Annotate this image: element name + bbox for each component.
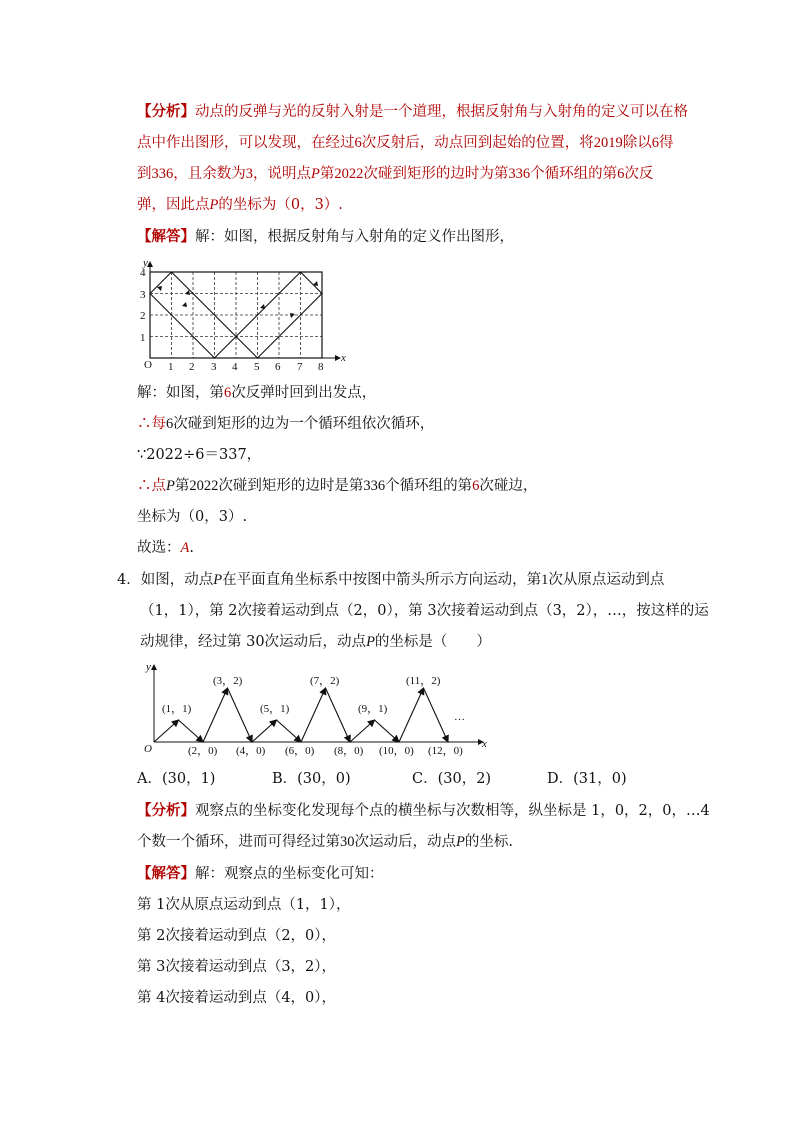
analysis-number: 6: [651, 135, 659, 151]
answer-text: 次反弹时回到出发点，: [231, 385, 377, 401]
analysis-text: 弹，因此点: [137, 197, 210, 213]
analysis-text: 点中作出图形，可以发现，在经过: [137, 135, 355, 151]
analysis-text: 个数一个循环，进而可得经过第: [137, 834, 340, 850]
ellipsis: …: [454, 711, 465, 723]
analysis-text: 次反射后，动点回到起始的位置，将: [361, 135, 594, 151]
analysis-text: 除以: [622, 135, 652, 151]
origin-label: O: [144, 743, 152, 755]
zigzag-motion-figure: [138, 660, 498, 758]
answer-line-4: [137, 445, 261, 465]
answer-line-2: [137, 383, 376, 403]
analysis-text: 次反: [624, 166, 654, 182]
answer-number: 6: [472, 478, 480, 494]
point-label-4-0: (4，0): [236, 745, 266, 757]
answer-text: 坐标为（0，3）.: [137, 509, 248, 525]
x-tick-6: 6: [275, 361, 281, 370]
analysis4-line-2: [137, 832, 513, 852]
analysis-tag: 【分析】: [137, 802, 195, 819]
x-axis-label: x: [341, 352, 346, 364]
question-text: 动规律，经过第 30次运动后，动点: [140, 634, 367, 650]
answer-choice: A: [180, 540, 190, 556]
analysis-number: 6: [617, 166, 625, 182]
reflection-grid-figure: [130, 258, 350, 370]
answer-number: 336: [363, 478, 386, 494]
analysis-text: 次运动后，动点: [354, 834, 456, 850]
y-tick-2: 2: [140, 310, 146, 322]
answer-text: 第: [174, 478, 190, 494]
answer-text: 解：如图，根据反射角与入射角的定义作出图形，: [195, 229, 514, 245]
analysis-number: 336: [151, 166, 174, 182]
analysis-line-4: [137, 195, 343, 215]
answer4-step-1: 第 1次从原点运动到点（1，1），: [137, 897, 351, 913]
analysis-number: 3: [245, 166, 253, 182]
answer-number: 6: [224, 385, 232, 401]
analysis-line-3: [137, 164, 653, 184]
x-tick-8: 8: [318, 361, 324, 370]
point-p-label: P: [209, 197, 219, 213]
analysis-text: 得: [659, 135, 674, 151]
option-d[interactable]: D．(31，0): [547, 771, 627, 787]
analysis-line-2: [137, 133, 674, 153]
point-label-5-1: (5，1): [260, 703, 290, 715]
point-label-7-2: (7，2): [310, 675, 340, 687]
grid-lines: [150, 272, 322, 358]
analysis-text: ，且余数为: [173, 166, 246, 182]
answer-line-7: [137, 538, 194, 558]
answer-text: 次碰到矩形的边时是第: [218, 478, 364, 494]
question-4-line-1: [117, 570, 664, 590]
point-label-6-0: (6，0): [285, 745, 315, 757]
point-p-label: P: [366, 634, 375, 650]
x-tick-5: 5: [254, 361, 260, 370]
question-text: （1，1），第 2次接着运动到点（2，0），第 3次接着运动到点（3，2），…，按这样的运: [140, 603, 709, 619]
point-p-label: P: [311, 166, 320, 182]
x-axis-label: x: [482, 738, 487, 750]
answer4-step-3: 第 3次接着运动到点（3，2），: [137, 959, 337, 975]
question-text: 次从原点运动到点: [548, 572, 665, 588]
analysis4-line-1: [137, 801, 710, 821]
answer-text: ∴点: [137, 478, 166, 494]
x-tick-2: 2: [189, 361, 195, 370]
point-p-label: P: [213, 572, 223, 588]
analysis-text: 个循环组的第: [530, 166, 618, 182]
question-text: 的坐标是（ ）: [374, 634, 491, 650]
answer-line-6: [137, 507, 247, 527]
analysis-text: ，说明点: [253, 166, 311, 182]
option-a[interactable]: A．(30，1): [137, 771, 216, 787]
analysis-number: 2022: [334, 166, 364, 182]
analysis-number: 2019: [593, 135, 623, 151]
x-tick-4: 4: [232, 361, 238, 370]
origin-label: O: [144, 359, 152, 370]
analysis-tag: 【分析】: [137, 103, 195, 120]
answer4-line-1: [137, 864, 384, 884]
zigzag-path: [154, 688, 448, 742]
analysis-text: 观察点的坐标变化发现每个点的横坐标与次数相等，纵坐标是 1，0，2，0，…4: [195, 803, 710, 819]
answer-text: 解：观察点的坐标变化可知：: [195, 866, 384, 882]
analysis-text: 的坐标为（0，3）.: [218, 197, 343, 213]
question-4-line-2: [140, 601, 709, 621]
path-arrows: [157, 281, 318, 318]
answer-line-1: [137, 227, 514, 247]
option-c[interactable]: C．(30，2): [412, 771, 492, 787]
y-tick-4: 4: [140, 267, 146, 279]
y-axis-label: y: [143, 258, 148, 269]
answer-number: 2022: [189, 478, 219, 494]
question-number-value: 1: [541, 572, 549, 588]
point-label-11-2: (11，2): [406, 675, 441, 687]
analysis-text: 第: [319, 166, 335, 182]
point-label-1-1: (1，1): [162, 703, 192, 715]
y-tick-1: 1: [140, 332, 146, 344]
analysis-text: 到: [137, 166, 152, 182]
answer-tag: 【解答】: [137, 865, 195, 882]
question-text: 如图，动点: [140, 572, 214, 588]
answer-text: 次碰到矩形的边为一个循环组依次循环，: [173, 416, 435, 432]
answer-text: ∴每: [137, 416, 166, 432]
analysis-number: 336: [508, 166, 531, 182]
answer-text: ∵2022÷6＝337，: [137, 447, 262, 463]
x-tick-3: 3: [211, 361, 217, 370]
point-label-12-0: (12，0): [428, 745, 463, 757]
answer-number: 6: [166, 416, 174, 432]
analysis-number: 30: [340, 834, 355, 850]
point-label-8-0: (8，0): [334, 745, 364, 757]
point-label-9-1: (9，1): [358, 703, 388, 715]
question-4-line-3: [140, 632, 491, 652]
analysis-number: 6: [354, 135, 362, 151]
question-text: 在平面直角坐标系中按图中箭头所示方向运动，第: [222, 572, 542, 588]
x-tick-1: 1: [168, 361, 174, 370]
analysis-text: 的坐标.: [464, 834, 513, 850]
analysis-text: 动点的反弹与光的反射入射是一个道理，根据反射角与入射角的定义可以在格: [195, 104, 688, 120]
answer-text: .: [189, 540, 194, 556]
answer-text: 个循环组的第: [385, 478, 473, 494]
answer-line-3: [137, 414, 434, 434]
analysis-line-1: [137, 102, 688, 122]
x-tick-7: 7: [297, 361, 303, 370]
y-tick-3: 3: [140, 289, 146, 301]
answer-text: 解：如图，第: [137, 385, 224, 401]
analysis-text: 次碰到矩形的边时为第: [363, 166, 509, 182]
point-label-10-0: (10，0): [379, 745, 414, 757]
answer-line-5: [137, 476, 537, 496]
point-p-label: P: [456, 834, 465, 850]
option-b[interactable]: B．(30，0): [272, 771, 351, 787]
answer4-step-4: 第 4次接着运动到点（4，0），: [137, 990, 337, 1006]
point-label-2-0: (2，0): [188, 745, 218, 757]
question-number: 4．: [117, 572, 141, 588]
answer4-step-2: 第 2次接着运动到点（2，0），: [137, 928, 337, 944]
y-axis-label: y: [146, 661, 151, 673]
answer-tag: 【解答】: [137, 228, 195, 245]
answer-text: 次碰边，: [479, 478, 538, 494]
answer-text: 故选：: [137, 540, 181, 556]
point-label-3-2: (3，2): [213, 675, 243, 687]
point-p-label: P: [166, 478, 175, 494]
